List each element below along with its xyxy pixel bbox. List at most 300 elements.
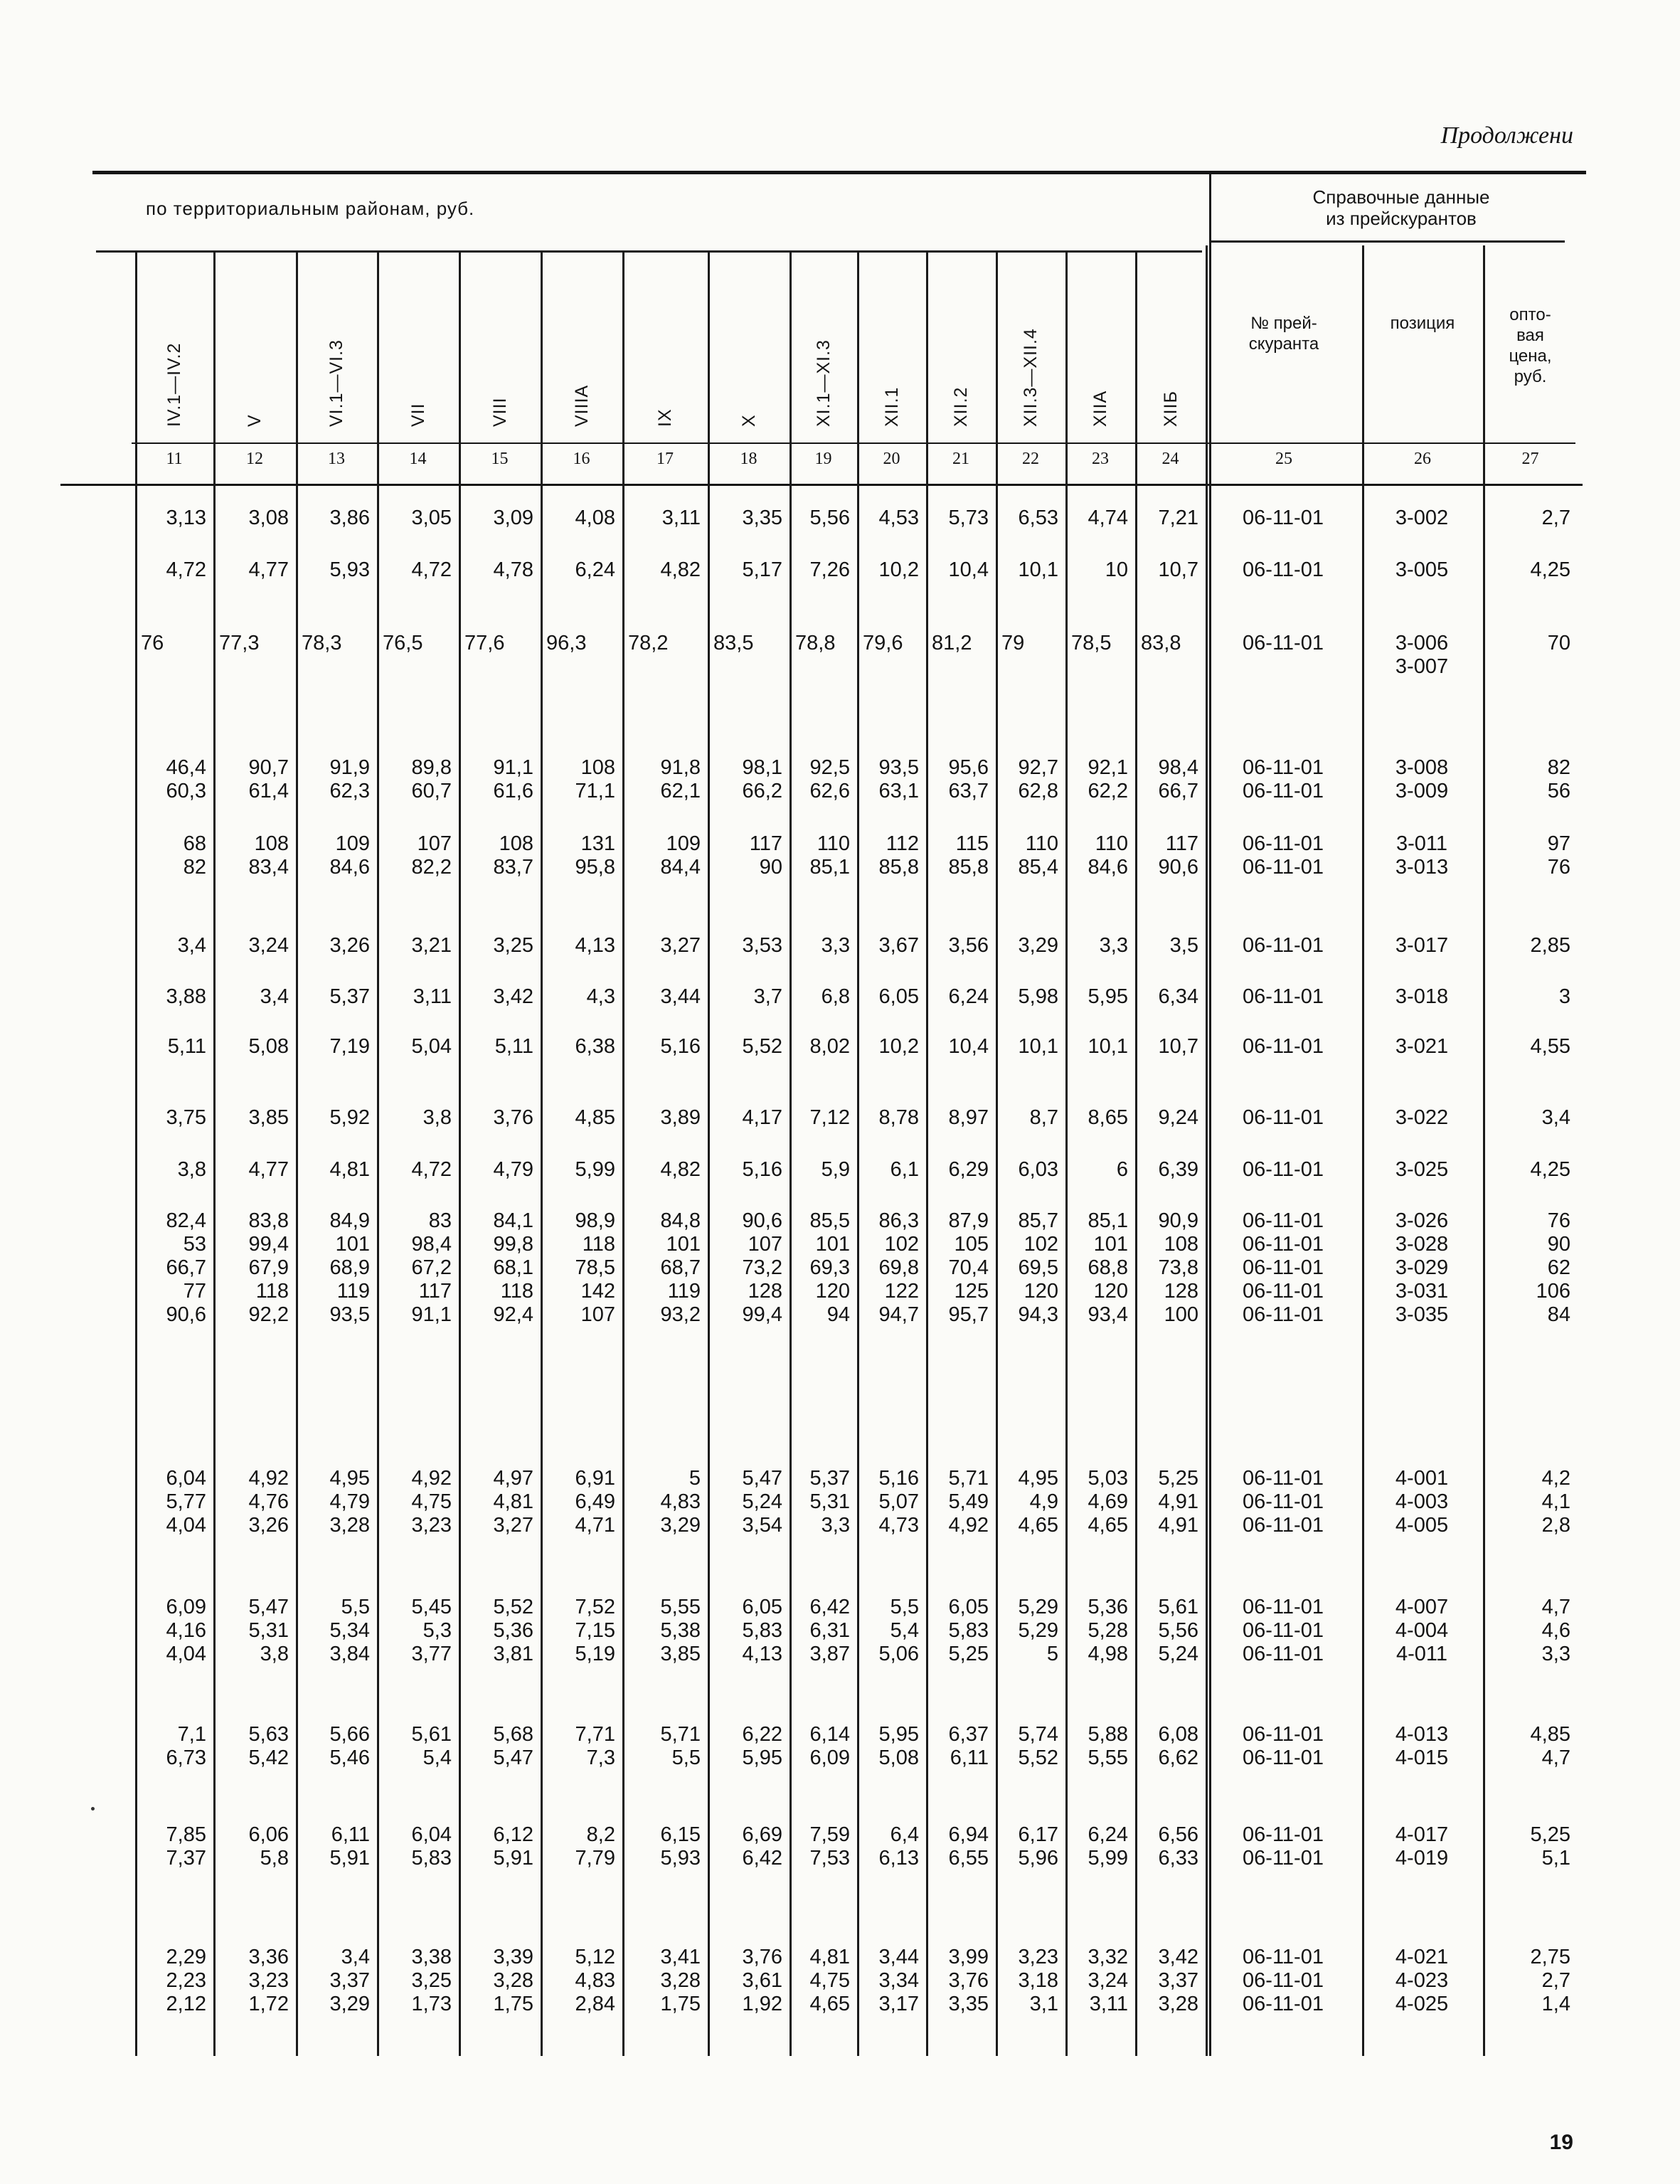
table-cell: 6,42 6,31 3,87: [809, 1596, 850, 1665]
table-cell: 5,99: [575, 1158, 615, 1181]
table-cell: 3,29: [1018, 934, 1058, 957]
top-rule: [92, 171, 1586, 174]
column-header-text: VIIIA: [571, 384, 592, 427]
column-header-text: XII.3—XII.4: [1021, 328, 1041, 427]
table-cell: 89,8 60,7: [411, 756, 452, 802]
table-cell: 108 71,1: [575, 756, 615, 802]
table-cell: 3,86: [329, 507, 370, 529]
table-cell: 2,7: [1541, 507, 1570, 529]
table-cell: 3,67: [878, 934, 919, 957]
table-cell: 83,5: [713, 632, 754, 654]
table-cell: 3,24: [248, 934, 289, 957]
table-cell: 5,66 5,46: [329, 1723, 370, 1769]
table-cell: 84,8 101 68,7 119 93,2: [660, 1209, 701, 1326]
table-cell: 4,17: [742, 1106, 782, 1129]
table-cell: 76 90 62 106 84: [1536, 1209, 1570, 1326]
table-cell: 5,55 5,38 3,85: [660, 1596, 701, 1665]
table-cell: 110 85,1: [809, 832, 850, 879]
table-cell: 7,26: [809, 558, 850, 581]
table-cell: 4,72: [166, 558, 206, 581]
table-cell: 4,25: [1530, 1158, 1570, 1181]
column-number: 25: [1275, 450, 1292, 468]
table-cell: 6,4 6,13: [878, 1823, 919, 1870]
table-cell: 4,97 4,81 3,27: [493, 1467, 533, 1537]
table-cell: 5,03 4,69 4,65: [1088, 1467, 1128, 1537]
table-cell: 10,2: [878, 1035, 919, 1058]
column-divider: [1483, 245, 1485, 2056]
table-cell: 77,6: [464, 632, 505, 654]
column-divider: [541, 250, 543, 2056]
column-divider: [213, 250, 216, 2056]
table-cell: 3,3: [1099, 934, 1128, 957]
table-cell: 5,12 4,83 2,84: [575, 1946, 615, 2015]
table-cell: 117 90,6: [1158, 832, 1198, 879]
table-cell: 10,1: [1018, 1035, 1058, 1058]
table-cell: 4-013 4-015: [1395, 1723, 1449, 1769]
table-cell: 5,5 5,34 3,84: [329, 1596, 370, 1665]
table-cell: 06-11-01: [1243, 1106, 1324, 1129]
table-cell: 4,92 4,75 3,23: [411, 1467, 452, 1537]
table-cell: 3: [1558, 985, 1570, 1008]
table-cell: 6,56 6,33: [1158, 1823, 1198, 1870]
table-cell: 3,25: [493, 934, 533, 957]
table-cell: 3-017: [1395, 934, 1449, 957]
table-cell: 3,21: [411, 934, 452, 957]
table-cell: 3,5: [1169, 934, 1198, 957]
table-cell: 8,78: [878, 1106, 919, 1129]
table-cell: 4-007 4-004 4-011: [1395, 1596, 1449, 1665]
column-header-text: VII: [408, 403, 428, 427]
table-cell: 3,44 3,34 3,17: [878, 1946, 919, 2015]
table-cell: 98,4 66,7: [1158, 756, 1198, 802]
table-cell: 06-11-01: [1243, 934, 1324, 957]
table-cell: 4,79: [493, 1158, 533, 1181]
table-cell: 06-11-01 06-11-01: [1243, 832, 1324, 879]
column-divider: [790, 250, 792, 2056]
table-cell: 2,85: [1530, 934, 1570, 957]
table-cell: 78,2: [628, 632, 669, 654]
table-cell: 83 98,4 67,2 117 91,1: [411, 1209, 452, 1326]
table-cell: 90,9 108 73,8 128 100: [1158, 1209, 1198, 1326]
table-cell: 3-018: [1395, 985, 1449, 1008]
column-divider: [1362, 245, 1364, 2056]
column-divider: [377, 250, 379, 2056]
table-cell: 3-002: [1395, 507, 1449, 529]
table-cell: 4,82: [660, 558, 701, 581]
table-cell: 06-11-01 06-11-01 06-11-01 06-11-01 06-11-01: [1243, 1209, 1324, 1326]
table-cell: 3-008 3-009: [1395, 756, 1449, 802]
table-cell: 6,08 6,62: [1158, 1723, 1198, 1769]
table-cell: 06-11-01 06-11-01: [1243, 756, 1324, 802]
table-cell: 107 82,2: [411, 832, 452, 879]
table-cell: 5,29 5,29 5: [1018, 1596, 1058, 1665]
table-cell: 5,25 4,91 4,91: [1158, 1467, 1198, 1537]
table-cell: 3,23 3,18 3,1: [1018, 1946, 1058, 2015]
table-cell: 6,22 5,95: [742, 1723, 782, 1769]
table-cell: 5,16: [660, 1035, 701, 1058]
table-cell: 10,4: [948, 1035, 989, 1058]
table-cell: 85,7 102 69,5 120 94,3: [1018, 1209, 1058, 1326]
column-header-27: опто- вая цена, руб.: [1509, 305, 1552, 386]
table-cell: 6,53: [1018, 507, 1058, 529]
column-header-text: XIIA: [1090, 390, 1110, 427]
table-cell: 6,29: [948, 1158, 989, 1181]
table-cell: 3,32 3,24 3,11: [1088, 1946, 1128, 2015]
table-cell: 6,03: [1018, 1158, 1058, 1181]
table-cell: 8,7: [1029, 1106, 1058, 1129]
table-cell: 3,44: [660, 985, 701, 1008]
column-divider: [926, 250, 928, 2056]
table-cell: 5,95 5,08: [878, 1723, 919, 1769]
table-cell: 6,34: [1158, 985, 1198, 1008]
column-divider: [622, 250, 624, 2056]
table-cell: 06-11-01: [1243, 507, 1324, 529]
table-cell: 6,06 5,8: [248, 1823, 289, 1870]
table-cell: 6,38: [575, 1035, 615, 1058]
table-cell: 95,6 63,7: [948, 756, 989, 802]
column-header-text: XI.1—XI.3: [813, 339, 834, 427]
table-cell: 4,74: [1088, 507, 1128, 529]
table-cell: 4,2 4,1 2,8: [1541, 1467, 1570, 1537]
table-cell: 3,11: [661, 507, 701, 529]
table-cell: 10,7: [1158, 1035, 1198, 1058]
table-cell: 117 90: [749, 832, 782, 879]
table-cell: 4,81 4,75 4,65: [809, 1946, 850, 2015]
table-cell: 5,36 5,28 4,98: [1088, 1596, 1128, 1665]
table-cell: 4,13: [575, 934, 615, 957]
column-divider: [1206, 245, 1208, 2056]
table-cell: 5,92: [329, 1106, 370, 1129]
table-cell: 98,1 66,2: [742, 756, 782, 802]
table-cell: 78,8: [795, 632, 836, 654]
table-cell: 3,08: [248, 507, 289, 529]
table-cell: 3,3: [821, 934, 850, 957]
table-cell: 7,19: [329, 1035, 370, 1058]
table-cell: 5,11: [167, 1035, 206, 1058]
table-cell: 97 76: [1547, 832, 1570, 879]
table-cell: 5,17: [742, 558, 782, 581]
table-cell: 6,15 5,93: [660, 1823, 701, 1870]
column-header-text: XII.1: [881, 386, 902, 427]
table-cell: 8,97: [948, 1106, 989, 1129]
table-cell: 3,89: [660, 1106, 701, 1129]
table-cell: 3,09: [493, 507, 533, 529]
column-number: 17: [656, 450, 674, 468]
table-cell: 4,72: [411, 558, 452, 581]
table-cell: 3,35: [742, 507, 782, 529]
table-cell: 4,95 4,9 4,65: [1018, 1467, 1058, 1537]
table-cell: 10,1: [1018, 558, 1058, 581]
table-cell: 70: [1547, 632, 1570, 654]
table-cell: 3,75: [166, 1106, 206, 1129]
table-cell: 5,71 5,5: [660, 1723, 701, 1769]
table-cell: 6,8: [821, 985, 850, 1008]
column-number: 12: [246, 450, 263, 468]
column-number: 19: [814, 450, 832, 468]
table-cell: 5,04: [411, 1035, 452, 1058]
table-cell: 3-006 3-007: [1395, 632, 1449, 678]
table-cell: 6,05 5,83 4,13: [742, 1596, 782, 1665]
table-cell: 4,77: [248, 1158, 289, 1181]
column-divider: [1135, 250, 1137, 2056]
table-cell: 6,24: [575, 558, 615, 581]
table-cell: 6,39: [1158, 1158, 1198, 1181]
table-cell: 84,1 99,8 68,1 118 92,4: [493, 1209, 533, 1326]
page-number: 19: [1549, 2131, 1573, 2154]
table-cell: 4-017 4-019: [1395, 1823, 1449, 1870]
table-cell: 5,73: [948, 507, 989, 529]
table-cell: 3,4 3,37 3,29: [329, 1946, 370, 2015]
column-header-text: XII.2: [951, 386, 971, 427]
table-cell: 5,74 5,52: [1018, 1723, 1058, 1769]
table-cell: 3,4: [1541, 1106, 1570, 1129]
table-cell: 6,09 4,16 4,04: [166, 1596, 206, 1665]
table-cell: 3,05: [411, 507, 452, 529]
table-cell: 5,9: [821, 1158, 850, 1181]
table-cell: 3,53: [742, 934, 782, 957]
table-cell: 84,9 101 68,9 119 93,5: [329, 1209, 370, 1326]
table-cell: 77,3: [219, 632, 260, 654]
table-cell: 76: [141, 632, 164, 654]
table-cell: 6,04 5,77 4,04: [166, 1467, 206, 1537]
column-number: 15: [491, 450, 509, 468]
table-cell: 76,5: [383, 632, 423, 654]
table-cell: 83,8: [1141, 632, 1181, 654]
table-cell: 06-11-01: [1243, 985, 1324, 1008]
table-cell: 112 85,8: [878, 832, 919, 879]
table-cell: 5,52: [742, 1035, 782, 1058]
table-cell: 5,63 5,42: [248, 1723, 289, 1769]
table-cell: 83,8 99,4 67,9 118 92,2: [248, 1209, 289, 1326]
table-cell: 86,3 102 69,8 122 94,7: [878, 1209, 919, 1326]
table-cell: 5,16 5,07 4,73: [878, 1467, 919, 1537]
table-cell: 5,45 5,3 3,77: [411, 1596, 452, 1665]
table-cell: 7,71 7,3: [575, 1723, 615, 1769]
table-cell: 3,38 3,25 1,73: [411, 1946, 452, 2015]
group-title-reference-line-2: из прейскурантов: [1326, 208, 1477, 229]
table-cell: 06-11-01 06-11-01 06-11-01: [1243, 1946, 1324, 2015]
group-title-territorial: по территориальным районам, руб.: [146, 198, 475, 219]
table-cell: 6,17 5,96: [1018, 1823, 1058, 1870]
table-cell: 3-005: [1395, 558, 1449, 581]
table-cell: 3-026 3-028 3-029 3-031 3-035: [1395, 1209, 1449, 1326]
column-number: 16: [573, 450, 590, 468]
table-cell: 5,16: [742, 1158, 782, 1181]
column-divider: [857, 250, 859, 2056]
column-divider: [135, 250, 137, 2056]
table-cell: 6,37 6,11: [948, 1723, 989, 1769]
table-cell: 5,47 5,24 3,54: [742, 1467, 782, 1537]
stray-mark: [91, 1807, 95, 1811]
table-cell: 91,8 62,1: [660, 756, 701, 802]
table-cell: 5,93: [329, 558, 370, 581]
table-cell: 5,61 5,4: [411, 1723, 452, 1769]
group-rule-left: [96, 250, 1202, 253]
table-cell: 4,25: [1530, 558, 1570, 581]
table-cell: 06-11-01: [1243, 1158, 1324, 1181]
column-number: 22: [1022, 450, 1039, 468]
table-cell: 5,37 5,31 3,3: [809, 1467, 850, 1537]
table-cell: 06-11-01: [1243, 1035, 1324, 1058]
column-header-text: VI.1—VI.3: [326, 339, 346, 427]
table-cell: 4,81: [329, 1158, 370, 1181]
table-cell: 5,71 5,49 4,92: [948, 1467, 989, 1537]
table-cell: 3,4: [260, 985, 289, 1008]
page-header-label: Продолжени: [1440, 122, 1573, 149]
table-cell: 06-11-01 06-11-01: [1243, 1823, 1324, 1870]
colnum-rule-top: [132, 442, 1575, 444]
table-cell: 91,9 62,3: [329, 756, 370, 802]
table-cell: 96,3: [546, 632, 587, 654]
table-cell: 131 95,8: [575, 832, 615, 879]
table-cell: 5 4,83 3,29: [660, 1467, 701, 1537]
table-cell: 92,5 62,6: [809, 756, 850, 802]
table-cell: 10,1: [1088, 1035, 1128, 1058]
table-cell: 10,4: [948, 558, 989, 581]
table-cell: 6,91 6,49 4,71: [575, 1467, 615, 1537]
table-cell: 4-021 4-023 4-025: [1395, 1946, 1449, 2015]
table-cell: 5,61 5,56 5,24: [1158, 1596, 1198, 1665]
table-cell: 3,42 3,37 3,28: [1158, 1946, 1198, 2015]
table-cell: 90,7 61,4: [248, 756, 289, 802]
table-cell: 92,1 62,2: [1088, 756, 1128, 802]
column-number: 18: [740, 450, 757, 468]
table-cell: 6,05 5,83 5,25: [948, 1596, 989, 1665]
table-cell: 5,56: [809, 507, 850, 529]
table-cell: 06-11-01 06-11-01: [1243, 1723, 1324, 1769]
column-header-text: IV.1—IV.2: [164, 342, 184, 427]
table-cell: 9,24: [1158, 1106, 1198, 1129]
group-title-reference-line-1: Справочные данные: [1312, 186, 1490, 208]
table-cell: 3,8: [177, 1158, 206, 1181]
table-cell: 3-011 3-013: [1395, 832, 1449, 879]
column-header-26: позиция: [1390, 314, 1455, 333]
table-cell: 3,13: [166, 507, 206, 529]
column-divider: [708, 250, 710, 2056]
table-cell: 87,9 105 70,4 125 95,7: [948, 1209, 989, 1326]
table-cell: 68 82: [183, 832, 206, 879]
column-header-text: IX: [655, 408, 675, 427]
table-cell: 3,76 3,61 1,92: [742, 1946, 782, 2015]
table-cell: 85,5 101 69,3 120 94: [809, 1209, 850, 1326]
table-cell: 4,3: [586, 985, 615, 1008]
table-cell: 06-11-01: [1243, 558, 1324, 581]
table-cell: 6,94 6,55: [948, 1823, 989, 1870]
table-cell: 7,12: [809, 1106, 850, 1129]
table-cell: 85,1 101 68,8 120 93,4: [1088, 1209, 1128, 1326]
column-header-text: VIII: [489, 397, 510, 427]
table-cell: 109 84,4: [660, 832, 701, 879]
table-cell: 3,39 3,28 1,75: [493, 1946, 533, 2015]
column-header-25: № прей- скуранта: [1248, 314, 1319, 354]
column-divider: [1065, 250, 1068, 2056]
table-cell: 110 84,6: [1088, 832, 1128, 879]
table-cell: 4,92 4,76 3,26: [248, 1467, 289, 1537]
column-header-text: XIIБ: [1160, 391, 1181, 427]
table-cell: 5,25 5,1: [1530, 1823, 1570, 1870]
table-cell: 4,82: [660, 1158, 701, 1181]
table-cell: 10,2: [878, 558, 919, 581]
table-cell: 2,75 2,7 1,4: [1530, 1946, 1570, 2015]
table-cell: 10: [1105, 558, 1128, 581]
column-divider: [996, 250, 998, 2056]
table-cell: 108 83,4: [248, 832, 289, 879]
table-cell: 8,65: [1088, 1106, 1128, 1129]
table-cell: 4,85: [575, 1106, 615, 1129]
table-cell: 4,95 4,79 3,28: [329, 1467, 370, 1537]
table-cell: 4,78: [493, 558, 533, 581]
table-cell: 3-022: [1395, 1106, 1449, 1129]
column-number: 26: [1414, 450, 1431, 468]
table-cell: 92,7 62,8: [1018, 756, 1058, 802]
table-cell: 3,7: [753, 985, 782, 1008]
column-number: 11: [166, 450, 183, 468]
table-cell: 5,37: [329, 985, 370, 1008]
table-cell: 3,27: [660, 934, 701, 957]
table-cell: 6,04 5,83: [411, 1823, 452, 1870]
table-cell: 8,02: [809, 1035, 850, 1058]
table-cell: 5,5 5,4 5,06: [878, 1596, 919, 1665]
table-cell: 6: [1116, 1158, 1128, 1181]
column-number: 14: [409, 450, 427, 468]
table-cell: 5,11: [494, 1035, 533, 1058]
column-divider: [296, 250, 298, 2056]
table-cell: 3,8: [422, 1106, 452, 1129]
table-cell: 6,11 5,91: [329, 1823, 370, 1870]
table-cell: 3,56: [948, 934, 989, 957]
table-cell: 7,1 6,73: [166, 1723, 206, 1769]
table-cell: 2,29 2,23 2,12: [166, 1946, 206, 2015]
table-cell: 3,36 3,23 1,72: [248, 1946, 289, 2015]
table-cell: 79,6: [863, 632, 903, 654]
column-header-text: V: [245, 414, 265, 427]
table-cell: 6,69 6,42: [742, 1823, 782, 1870]
table-cell: 06-11-01 06-11-01 06-11-01: [1243, 1596, 1324, 1665]
table-cell: 3,11: [413, 985, 452, 1008]
colnum-rule-bottom: [60, 484, 1583, 486]
table-cell: 7,52 7,15 5,19: [575, 1596, 615, 1665]
table-cell: 5,98: [1018, 985, 1058, 1008]
table-cell: 82 56: [1547, 756, 1570, 802]
table-cell: 4,55: [1530, 1035, 1570, 1058]
column-number: 21: [952, 450, 969, 468]
table-cell: 78,3: [302, 632, 342, 654]
table-cell: 4-001 4-003 4-005: [1395, 1467, 1449, 1537]
table-cell: 79: [1001, 632, 1025, 654]
table-cell: 98,9 118 78,5 142 107: [575, 1209, 615, 1326]
table-cell: 8,2 7,79: [575, 1823, 615, 1870]
column-number: 27: [1521, 450, 1539, 468]
column-number: 24: [1161, 450, 1179, 468]
table-cell: 6,05: [878, 985, 919, 1008]
table-cell: 93,5 63,1: [878, 756, 919, 802]
column-number: 20: [883, 450, 900, 468]
table-cell: 3-021: [1395, 1035, 1449, 1058]
table-cell: 115 85,8: [948, 832, 989, 879]
table-cell: 6,12 5,91: [493, 1823, 533, 1870]
table-cell: 6,24 5,99: [1088, 1823, 1128, 1870]
group-title-reference: [1223, 186, 1579, 229]
table-cell: 4,08: [575, 507, 615, 529]
table-cell: 46,4 60,3: [166, 756, 206, 802]
table-cell: 90,6 107 73,2 128 99,4: [742, 1209, 782, 1326]
table-cell: 3-025: [1395, 1158, 1449, 1181]
table-cell: 108 83,7: [493, 832, 533, 879]
table-cell: 5,08: [248, 1035, 289, 1058]
table-cell: 81,2: [932, 632, 972, 654]
table-cell: 5,88 5,55: [1088, 1723, 1128, 1769]
table-cell: 7,85 7,37: [166, 1823, 206, 1870]
